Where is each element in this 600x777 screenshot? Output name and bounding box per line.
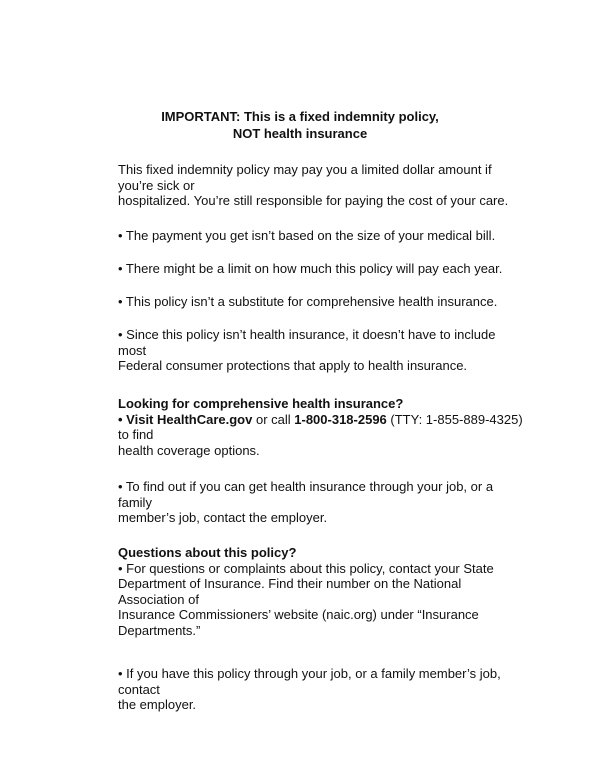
job-line-1: • To find out if you can get health insurance through your job, or a xyxy=(118,479,494,494)
questions-line-1: • For questions or complaints about this policy, contact your State xyxy=(118,560,494,576)
healthcare-gov-line xyxy=(118,411,523,428)
intro-line-3: hospitalized. You’re still responsible for paying the cost of your care. xyxy=(118,193,509,209)
tty-number: (TTY: 1-855-889-4325) xyxy=(386,411,523,427)
questions-line-4: Insurance Commissioners’ website (naic.org) under “Insurance xyxy=(118,607,479,623)
bullet-payment xyxy=(118,228,518,244)
bullet-payment-text: • The payment you get isn’t based on the size of your medical bill. xyxy=(118,228,496,243)
job-line-2: family xyxy=(118,494,152,510)
healthcare-line-2: to find xyxy=(118,427,154,443)
healthcare-line-3: health coverage options. xyxy=(118,442,260,458)
questions-section xyxy=(118,545,518,639)
questions-line-5: Departments.” xyxy=(118,622,201,638)
intro-line-1: This fixed indemnity policy may pay you a limited dollar amount if xyxy=(118,162,492,177)
bullet-limit-text: • There might be a limit on how much this policy will pay each year. xyxy=(118,261,503,276)
comprehensive-heading: Looking for comprehensive health insurance? xyxy=(118,396,404,411)
bullet-protections-line-2: most xyxy=(118,342,147,358)
job-line-3: member’s job, contact the employer. xyxy=(118,510,328,526)
bullet-job-insurance xyxy=(118,479,518,526)
questions-heading: Questions about this policy? xyxy=(118,545,297,560)
bullet-protections-line-1: • Since this policy isn’t health insurance, it doesn’t have to include xyxy=(118,327,496,342)
questions-line-3: Association of xyxy=(118,591,199,607)
visit-healthcare-link[interactable]: • Visit HealthCare.gov xyxy=(118,411,253,427)
questions-line-2: Department of Insurance. Find their number on the National xyxy=(118,576,462,592)
title-line-1: IMPORTANT: This is a fixed indemnity policy, xyxy=(161,109,439,124)
notice-title xyxy=(0,108,600,142)
employer-line-2: contact xyxy=(118,681,160,697)
bullet-limit xyxy=(118,261,518,277)
bullet-protections-line-3: Federal consumer protections that apply to health insurance. xyxy=(118,358,468,374)
employer-line-1: • If you have this policy through your job, or a family member’s job, xyxy=(118,666,501,681)
intro-line-2: you’re sick or xyxy=(118,177,195,193)
bullet-substitute xyxy=(118,294,518,310)
intro-paragraph xyxy=(118,162,518,209)
employer-line-3: the employer. xyxy=(118,697,197,713)
or-call-text: or call xyxy=(252,411,295,427)
title-line-2: NOT health insurance xyxy=(232,126,368,141)
bullet-substitute-text: • This policy isn’t a substitute for comprehensive health insurance. xyxy=(118,294,498,309)
bullet-employer xyxy=(118,666,518,713)
bullet-protections xyxy=(118,327,518,374)
phone-number[interactable]: 1-800-318-2596 xyxy=(294,411,387,427)
comprehensive-section xyxy=(118,396,523,458)
